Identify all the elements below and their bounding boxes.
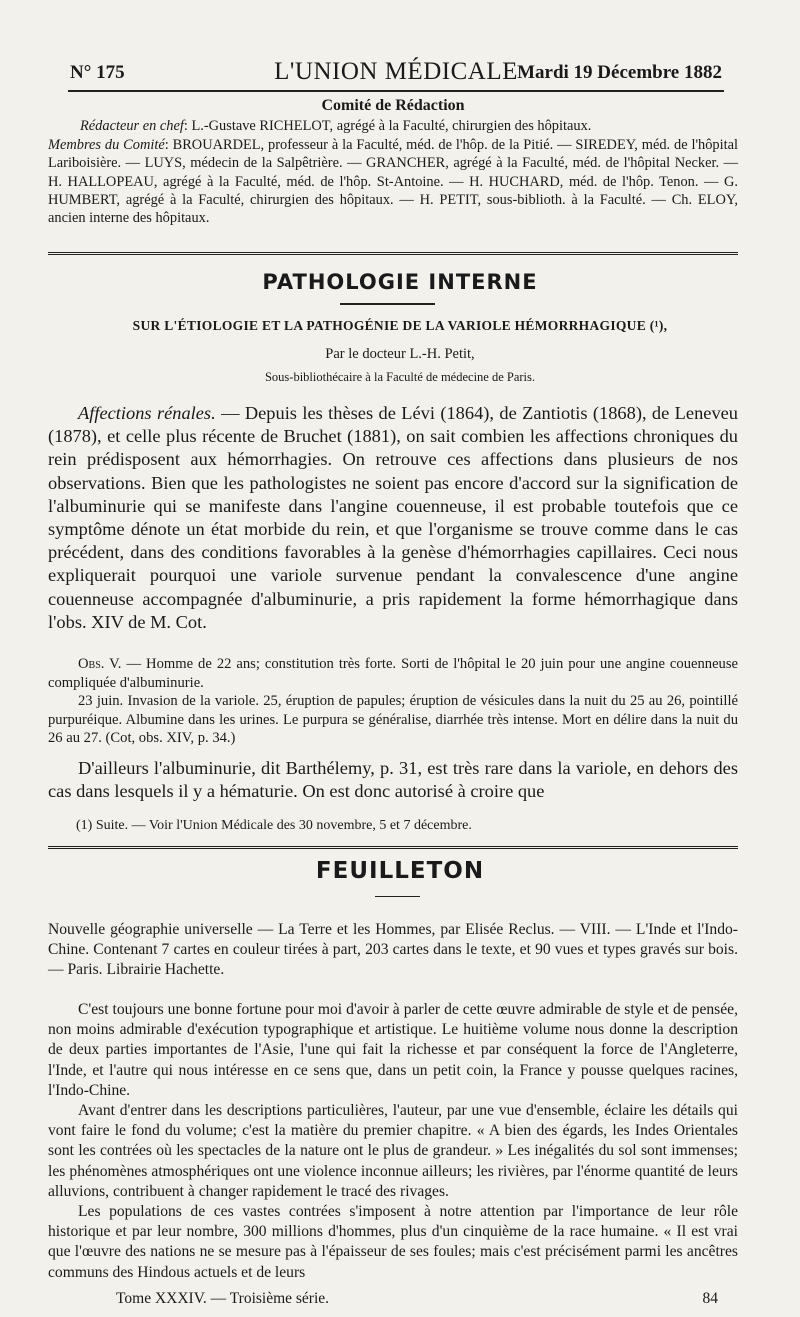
reference-text: Nouvelle géographie universelle — La Terre et les Hommes, par Elisée Reclus. — VIII. — L'Inde et l'Indo-Chine. Contenant 7 cartes en couleur tirées à part, 203 cartes dans le texte, et 90 vues et types gravés sur bois. — Paris. Librairie Hachette. — [48, 921, 738, 979]
article-byline: Par le docteur L.-H. Petit, — [325, 346, 475, 362]
redacteur-text: : L.-Gustave RICHELOT, agrégé à la Faculté, chirurgien des hôpitaux. — [183, 118, 592, 135]
footnote-text: (1) Suite. — Voir l'Union Médicale des 30 novembre, 5 et 7 décembre. — [76, 818, 472, 833]
journal-title: L'UNION MÉDICALE — [274, 58, 518, 85]
section-title-rule — [340, 303, 435, 305]
paragraph-text: — Depuis les thèses de Lévi (1864), de Zantiotis (1868), de Leneveu (1878), et celle plus récente de Bruchet (1881), on sait combien les affections chroniques du rein prédisposent aux hémorrhagies. On retrouve ces affections dans plusieurs de nos observations. Bien que les pathologistes ne soient pas encore d'accord sur la signification de l'albuminurie qui se manifeste dans l'angine couenneuse, il est probable toutefois que ce symptôme dénote un état morbide du rein, et que l'organisme se trouve comme dans le cas précédent, dans des conditions favorables à la genèse d'hémorrhagies capillaires. Ceci nous expliquerait pourquoi une variole survenue pendant la convalescence d'une angine couenneuse accompagnée d'albuminurie, a pris rapidement la forme hémorrhagique dans l'obs. XIV de M. Cot. — [48, 403, 738, 632]
article-body — [48, 402, 738, 634]
feuilleton-title-rule — [375, 896, 420, 897]
volume-info: Tome XXXIV. — Troisième série. — [116, 1290, 330, 1307]
observation-label: Obs. V. — [78, 656, 122, 672]
feuilleton-body — [48, 1000, 738, 1283]
masthead-rule — [68, 90, 724, 92]
section-title: PATHOLOGIE INTERNE — [262, 270, 538, 294]
paragraph: C'est toujours une bonne fortune pour moi d'avoir à parler de cette œuvre admirable de style et de pensée, non moins admirable d'exécution typographique et artistique. Le huitième volume nous donne la description de deux parties importantes de l'Asie, l'une qui fait la richesse et par conséquent la force de l'Angleterre, l'Inde, et l'autre qui nous intéresse en ce sens que, dans un petit coin, la France y pousse quelques racines, l'Indo-Chine. — [48, 1001, 738, 1099]
article-title: SUR L'ÉTIOLOGIE ET LA PATHOGÉNIE DE LA VARIOLE HÉMORRHAGIQUE (¹), — [132, 318, 668, 333]
editorial-committee — [48, 97, 738, 228]
masthead — [70, 58, 722, 88]
committee-title: Comité de Rédaction — [321, 97, 465, 114]
article-body-continued — [48, 757, 738, 803]
membres-line — [48, 136, 738, 228]
paragraph: Les populations de ces vastes contrées s'imposent à notre attention par l'importance de leur rôle historique et par leur nombre, 300 millions d'hommes, plus d'un cinquième de la race humaine. « Il est vrai que l'œuvre des nations ne se mesure pas à l'épaisseur de ses foules; mais c'est précisément parmi les ancêtres communs des Hindous actuels et de leurs — [48, 1203, 738, 1281]
membres-text: : BROUARDEL, professeur à la Faculté, méd. de l'hôp. de la Pitié. — SIREDEY, méd. de l'hôpital Lariboisière. — LUYS, médecin de la Salpêtrière. — GRANCHER, agrégé à la Faculté, méd. de l'hôpital Necker. — H. HALLOPEAU, agrégé à la Faculté, méd. de l'hôp. St-Antoine. — H. HUCHARD, méd. de l'hôp. Tenon. — G. HUMBERT, agrégé à la Faculté, chirurgien des hôpitaux. — H. PETIT, sous-biblioth. à la Faculté. — Ch. ELOY, ancien interne des hôpitaux. — [48, 136, 739, 227]
page-number: 84 — [702, 1290, 718, 1307]
footnote — [48, 818, 738, 834]
paragraph-lead: Affections rénales. — [78, 403, 216, 423]
paragraph — [48, 402, 738, 634]
issue-date: Mardi 19 Décembre 1882 — [517, 62, 722, 83]
feuilleton-title: FEUILLETON — [315, 858, 485, 884]
observation-intro — [48, 655, 738, 692]
book-reference — [48, 920, 738, 981]
redacteur-line — [48, 117, 738, 135]
issue-number: N° 175 — [70, 62, 125, 83]
article-affiliation: Sous-bibliothécaire à la Faculté de médecine de Paris. — [264, 370, 536, 384]
committee-rule — [48, 252, 738, 255]
observation-text: — Homme de 22 ans; constitution très forte. Sorti de l'hôpital le 20 juin pour une angine couenneuse compliquée d'albuminurie. — [48, 656, 739, 691]
redacteur-label: Rédacteur en chef — [80, 118, 184, 135]
observation-block — [48, 655, 738, 748]
paragraph: D'ailleurs l'albuminurie, dit Barthélemy, p. 31, est très rare dans la variole, en dehors des cas dans lesquels il y a hématurie. On est donc autorisé à croire que — [48, 758, 738, 802]
feuilleton-rule — [48, 846, 738, 849]
observation-details: 23 juin. Invasion de la variole. 25, éruption de papules; éruption de vésicules dans la nuit du 25 au 26, pointillé purpuréique. Albumine dans les urines. Le purpura se généralise, diarrhée très intense. Mort en délire dans la nuit du 26 au 27. (Cot, obs. XIV, p. 34.) — [48, 693, 738, 746]
paragraph: Avant d'entrer dans les descriptions particulières, l'auteur, par une vue d'ensemble, éclaire les détails qui vont faire le fond du volume; c'est la matière du premier chapitre. « A bien des égards, les Indes Orientales sont les contrées où les spectacles de la nature ont le plus de grandeur. » Les inégalités du sol sont immenses; les phénomènes atmosphériques ont une violence inconnue ailleurs; les rivières, par l'énorme quantité de leurs alluvions, contribuent à changer rapidement le tracé des rivages. — [48, 1102, 738, 1200]
membres-label: Membres du Comité — [48, 136, 165, 153]
